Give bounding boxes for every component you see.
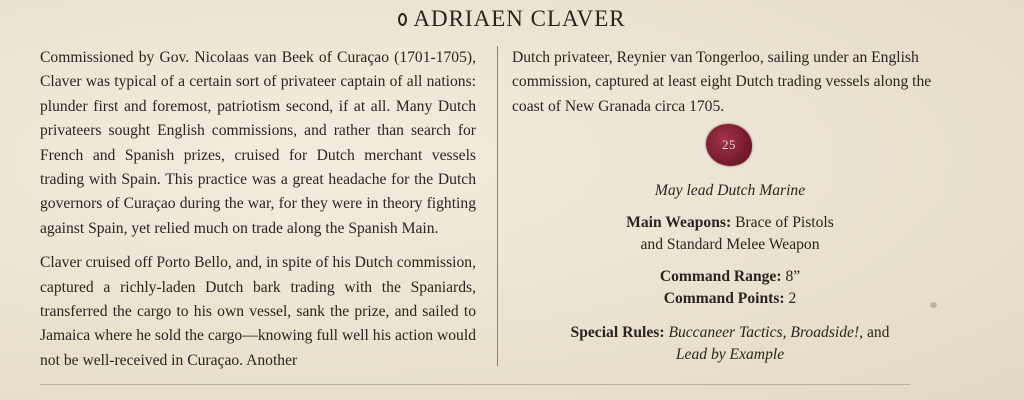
special-rules-line-1 — [520, 322, 940, 344]
paragraph-cruise: Claver cruised off Porto Bello, and, in spite of his Dutch commission, captured a richly-laden Dutch bark trading with the Spaniards, transferred the cargo to his own vessel, sank the prize, and sailed to Jamaica where he sold the cargo—knowing full well his action would not be well-received in Curaçao. Another — [40, 254, 476, 369]
special-rules-label: Special Rules: — [570, 324, 665, 341]
special-rules-conjunction: and — [866, 324, 890, 341]
title-text: ADRIAEN CLAVER — [413, 6, 626, 31]
page-title — [0, 6, 1024, 32]
main-weapons-label: Main Weapons: — [626, 214, 732, 231]
main-weapons-block — [520, 212, 940, 256]
command-points-line — [520, 288, 940, 310]
paragraph-commission: Commissioned by Gov. Nicolaas van Beek of Curaçao (1701-1705), Claver was typical of a certain sort of privateer captain of all nations: plunder first and foremost, patriotism second, if at all. Many Dutch privateers sought English commissions, and rather than search for French and Spanish prizes, cruised for Dutch merchant vessels trading with Spain. This practice was a great headache for the Dutch governors of Curaçao during the war, for they were in theory fighting against Spain, yet relied much on trade along the Spanish Main. — [40, 49, 476, 237]
command-points-label: Command Points: — [663, 290, 785, 307]
command-block — [520, 266, 940, 310]
command-range-value: 8” — [785, 268, 801, 285]
special-rules-value-1: Buccaneer Tactics, Broadside!, — [668, 324, 864, 341]
may-lead-line — [520, 180, 940, 202]
bottom-rule — [40, 384, 910, 385]
title-ornament-icon — [398, 13, 407, 26]
command-range-line — [520, 266, 940, 288]
main-weapons-line-1 — [520, 212, 940, 234]
paragraph-continuation: Dutch privateer, Reynier van Tongerloo, sailing under an English commission, captured at least eight Dutch trading vessels along the coast of New Granada circa 1705. — [512, 49, 932, 115]
right-column — [512, 46, 948, 119]
left-column — [40, 46, 476, 383]
column-divider — [497, 46, 498, 366]
special-rules-block — [520, 322, 940, 366]
command-points-value: 2 — [788, 290, 797, 307]
main-weapons-value-2: and Standard Melee Weapon — [640, 236, 820, 253]
special-rules-value-2: Lead by Example — [675, 346, 785, 363]
may-lead-text: May lead Dutch Marine — [654, 182, 806, 199]
command-range-label: Command Range: — [659, 268, 782, 285]
main-weapons-value-1: Brace of Pistols — [735, 214, 834, 231]
seal-value: 25 — [722, 137, 736, 152]
points-cost-seal — [706, 124, 752, 166]
